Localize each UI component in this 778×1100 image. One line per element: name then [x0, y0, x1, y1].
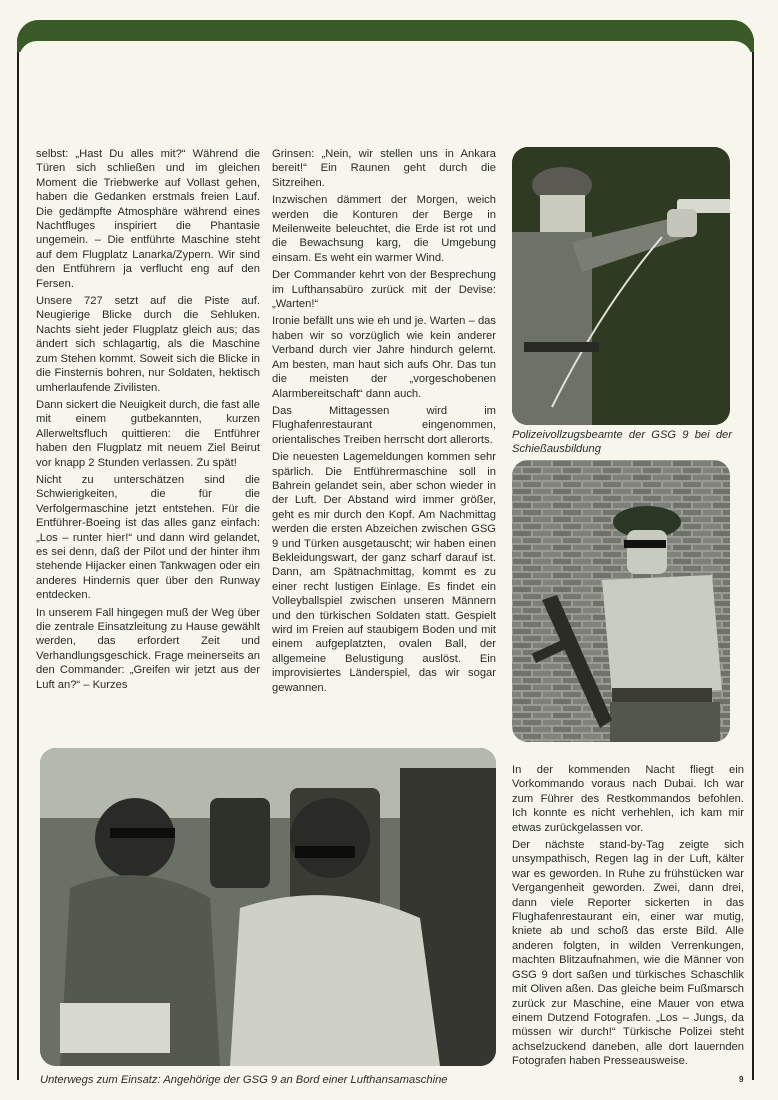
photo-aircraft-cabin: [40, 748, 496, 1066]
paragraph: Ironie befällt uns wie eh und je. Warten – das haben wir so vorzüglich wie kein anderer Verband durch vier Jahre hindurch gelernt. Am besten, man haut sich aufs Ohr. Das tun die meisten der „vorgeschobenen Alarmbereitschaft“ dann auch.: [272, 315, 496, 400]
photo-shooting-training: [512, 147, 730, 425]
paragraph: In der kommenden Nacht fliegt ein Vorkommando voraus nach Dubai. Ich war zum Führer des Restkommandos befohlen. Ich konnte es nicht verhehlen, ich kam mir etwas zurückgelassen vor.: [512, 764, 744, 834]
paragraph: Das Mittagessen wird im Flughafenrestaurant eingenommen, orientalisches Treiben herrscht dort allerorts.: [272, 404, 496, 446]
article-column-3: [512, 763, 744, 1072]
paragraph: Nicht zu unterschätzen sind die Schwierigkeiten, die für die Verfolgermaschine jetzt entstehen. Für die Entführer-Boeing ist das alles ganz einfach: „Los – runter hier!“ und dann wird gelandet, es sei denn, daß der Pilot und der hinter ihm stehende Hijacker einen Tankwagen oder ein anderes Hindernis quer über den Runway entdecken.: [36, 473, 260, 602]
paragraph: selbst: „Hast Du alles mit?“ Während die Türen sich schließen und im gleichen Moment die Triebwerke auf Vollast gehen, haben die Gedanken erstmals freien Lauf. Die gedämpfte Atmosphäre während eines Nachtfluges inspiriert die Phantasie ungemein. – Die entführte Maschine steht auf dem Flugplatz Lanarka/Zypern. Wir sind den Entführern ja verflucht eng auf den Fersen.: [36, 148, 260, 290]
paragraph: Inzwischen dämmert der Morgen, weich werden die Konturen der Berge in Meilenweite beleuchtet, die Erde ist rot und die Bewachsung karg, die Umgebung einsam. Es weht ein warmer Wind.: [272, 194, 496, 264]
caption-shooting: Polizeivollzugsbeamte der GSG 9 bei der Schießausbildung: [512, 429, 732, 455]
paragraph: Dann sickert die Neuigkeit durch, die fast alle mit einem gutbekannten, kurzen Allerweltsfluch quittieren: die Entführer haben den Flugplatz mit neuem Ziel Beirut vor knapp 2 Stunden verlassen. Zu spät!: [36, 398, 260, 469]
header-bar: [17, 20, 754, 52]
paragraph: Der nächste stand-by-Tag zeigte sich unsympathisch, Regen lag in der Luft, kälter war es geworden. In Ruhe zu frühstücken war Vergangenheit geworden. Zwei, dann drei, dann viele Reporter sickerten in das Flughafenrestaurant ein, einer war mutig, kniete ab und schoß das erste Bild. Alle anderen folgten, in wilden Verrenkungen, machten Blitzaufnahmen, wie die Männer von GSG 9 dort saßen und türkisches Schaschlik mit Oliven aßen. Das gleiche beim Fußmarsch zurück zur Maschine, eine Mauer von etwa einem Dutzend Fotografen. „Los – Jungs, da müssen wir durch!“ Türkische Polizei steht achselzuckend daneben, alle dort lauernden Fotografen haben Presseausweise.: [512, 839, 744, 1068]
page-number: 9: [739, 1075, 744, 1084]
paragraph: Grinsen: „Nein, wir stellen uns in Ankara bereit!“ Ein Raunen geht durch die Sitzreihen.: [272, 148, 496, 189]
paragraph: In unserem Fall hingegen muß der Weg über die zentrale Einsatzleitung zu Hause gewählt werden, das erfordert Zeit und Verhandlungsgeschick. Frage meinerseits an den Commander: „Greifen wir jetzt aus der Luft an?“ – Kurzes: [36, 606, 260, 691]
shooting-figure-illustration: [512, 147, 730, 425]
article-column-2: [272, 147, 496, 698]
article-column-1: [36, 147, 260, 695]
caption-plane: Unterwegs zum Einsatz: Angehörige der GSG 9 an Bord einer Lufthansamaschine: [40, 1074, 448, 1086]
paragraph: Der Commander kehrt von der Besprechung im Lufthansabüro zurück mit der Devise: „Warten!“: [272, 269, 496, 311]
paragraph: Die neuesten Lagemeldungen kommen sehr spärlich. Die Entführermaschine soll in Bahrein gelandet sein, aber schon wieder in der Luft. Der Abstand wird immer größer, geht es mir durch den Kopf. Am Nachmittag werden die ersten Abzeichen zwischen GSG 9 und Türken ausgetauscht; wir haben einen Bekleidungswart, der ganz scharf darauf ist. Dann, am Spätnachmittag, kommt es zu einer recht lustigen Einlage. Es findet ein Volleyballspiel zwischen unseren Männern und den türkischen Soldaten statt. Gespielt wird im Freien auf staubigem Boden und mit einem aufgeplatzten, ovalen Ball, der allgemeine Belustigung auslöst. Ein improvisiertes Länderspiel, das wir sogar gewannen.: [272, 451, 496, 694]
cabin-figures-illustration: [40, 748, 496, 1066]
soldier-figure-illustration: [512, 460, 730, 742]
paragraph: Unsere 727 setzt auf die Piste auf. Neugierige Blicke durch die Sehluken. Nachts sieht jeder Flugplatz gleich aus; das ändert sich schlagartig, als die Maschine zum Stehen kommt. Soweit sich die Blicke in die Finsternis bohren, nur Soldaten, hektisch umherlaufende Zivilisten.: [36, 295, 260, 394]
photo-soldier-brick-wall: [512, 460, 730, 742]
